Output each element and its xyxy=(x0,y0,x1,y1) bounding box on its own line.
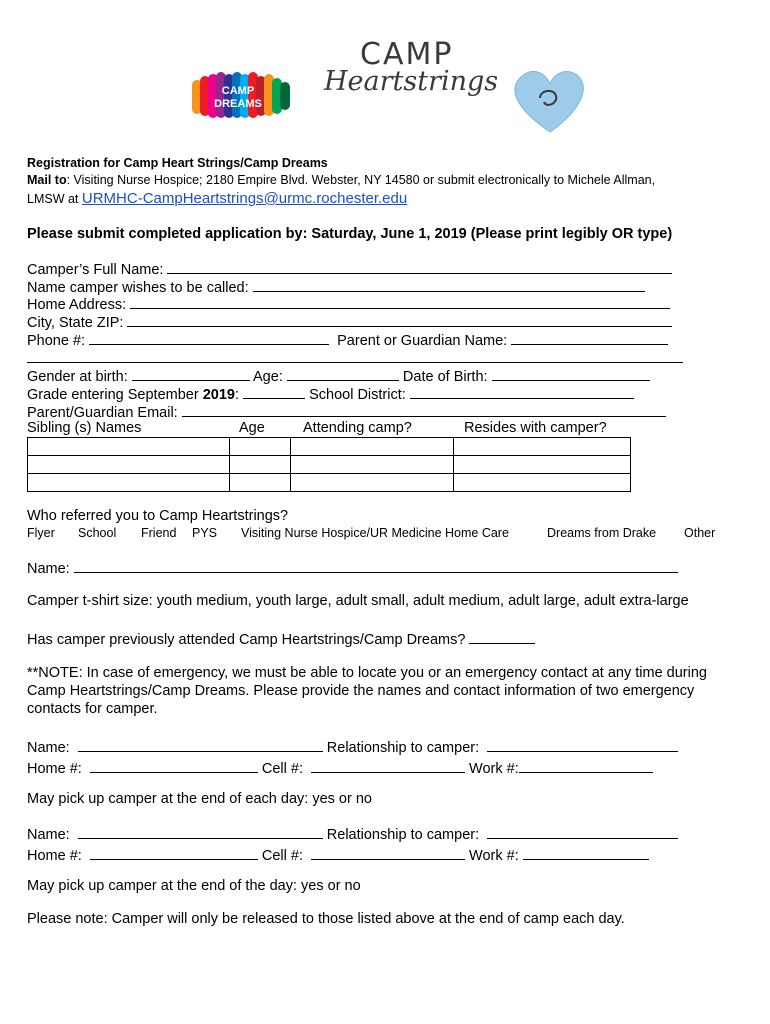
gender-field[interactable] xyxy=(132,366,250,381)
contact1-work-label: Work #: xyxy=(469,761,519,777)
sibling-attending-cell[interactable] xyxy=(291,438,454,456)
extra-line[interactable] xyxy=(27,362,683,363)
contact2-home-field[interactable] xyxy=(90,845,258,860)
email-link[interactable]: URMHC-CampHeartstrings@urmc.rochester.edu xyxy=(81,190,408,207)
previous-row xyxy=(27,629,535,648)
contact2-phone-row xyxy=(27,845,649,864)
guardian-field[interactable] xyxy=(511,330,668,345)
contact1-phone-row xyxy=(27,758,653,777)
contact2-cell-field[interactable] xyxy=(311,845,465,860)
sibling-age-cell[interactable] xyxy=(230,438,291,456)
contact2-name-row xyxy=(27,824,678,843)
referral-option-flyer[interactable]: Flyer xyxy=(27,526,55,540)
guardian-email-label: Parent/Guardian Email: xyxy=(27,405,178,421)
sibling-header-age: Age xyxy=(239,420,265,436)
city-row xyxy=(27,312,672,331)
camp-heartstrings-logo-line2: Heartstrings xyxy=(324,66,499,97)
contact1-name-label: Name: xyxy=(27,740,70,756)
referral-option-drake[interactable]: Dreams from Drake xyxy=(547,526,657,540)
guardian-email-row xyxy=(27,402,666,421)
previous-field[interactable] xyxy=(469,629,535,644)
referral-name-row xyxy=(27,558,678,577)
final-note: Please note: Camper will only be released to those listed above at the end of camp each day. xyxy=(27,911,625,927)
sibling-resides-cell[interactable] xyxy=(454,438,631,456)
full-name-field[interactable] xyxy=(167,259,672,274)
referral-option-friend[interactable]: Friend xyxy=(141,526,177,540)
referral-option-school[interactable]: School xyxy=(78,526,117,540)
camp-dreams-logo xyxy=(190,72,298,120)
contact2-relationship-label: Relationship to camper: xyxy=(326,827,480,843)
full-name-label: Camper’s Full Name: xyxy=(27,262,164,278)
camp-heartstrings-logo-line1: CAMP xyxy=(360,37,454,72)
pickup-1: May pick up camper at the end of each day: yes or no xyxy=(27,791,372,807)
address-row xyxy=(27,294,670,313)
referral-option-other[interactable]: Other xyxy=(684,526,716,540)
called-label: Name camper wishes to be called: xyxy=(27,280,249,296)
siblings-table xyxy=(27,437,631,492)
table-row xyxy=(28,456,631,474)
table-row xyxy=(28,438,631,456)
contact2-cell-label: Cell #: xyxy=(261,848,303,864)
age-field[interactable] xyxy=(287,366,399,381)
referral-question: Who referred you to Camp Heartstrings? xyxy=(27,508,289,524)
camp-dreams-logo-line1: CAMP xyxy=(221,85,255,97)
called-field[interactable] xyxy=(253,277,645,292)
tshirt-text: Camper t-shirt size: youth medium, youth large, adult small, adult medium, adult large, adult extra-large xyxy=(27,593,689,609)
referral-option-vnh[interactable]: Visiting Nurse Hospice/UR Medicine Home Care xyxy=(241,526,509,540)
district-label: School District: xyxy=(309,387,406,403)
grade-prefix: Grade entering September xyxy=(27,387,203,403)
city-label: City, State ZIP: xyxy=(27,315,124,331)
contact2-name-field[interactable] xyxy=(78,824,323,839)
camp-heartstrings-logo xyxy=(318,32,590,138)
note-line-2: Camp Heartstrings/Camp Dreams. Please provide the names and contact information of two emergency xyxy=(27,683,695,699)
contact2-work-label: Work #: xyxy=(469,848,523,864)
phone-label: Phone #: xyxy=(27,333,86,349)
full-name-row xyxy=(27,259,672,278)
previous-label: Has camper previously attended Camp Heartstrings/Camp Dreams? xyxy=(27,632,466,648)
contact1-cell-field[interactable] xyxy=(311,758,465,773)
contact1-home-field[interactable] xyxy=(90,758,258,773)
mail-to-text-2: LMSW at xyxy=(27,192,82,206)
contact2-work-field[interactable] xyxy=(523,845,649,860)
phone-row xyxy=(27,330,668,349)
contact2-relationship-field[interactable] xyxy=(487,824,678,839)
contact1-name-row xyxy=(27,737,678,756)
grade-year: 2019 xyxy=(202,387,235,403)
sibling-name-cell[interactable] xyxy=(28,474,230,492)
contact1-relationship-label: Relationship to camper: xyxy=(326,740,480,756)
sibling-age-cell[interactable] xyxy=(230,456,291,474)
note-line-3: contacts for camper. xyxy=(27,701,158,717)
guardian-email-field[interactable] xyxy=(182,402,666,417)
gender-label: Gender at birth: xyxy=(27,369,128,385)
sibling-header-attending: Attending camp? xyxy=(303,420,412,436)
age-label: Age: xyxy=(253,369,283,385)
grade-colon: : xyxy=(234,387,240,403)
form-title: Registration for Camp Heart Strings/Camp Dreams xyxy=(27,156,328,170)
grade-row xyxy=(27,384,634,403)
referral-name-field[interactable] xyxy=(74,558,678,573)
city-field[interactable] xyxy=(127,312,672,327)
pickup-2: May pick up camper at the end of the day: yes or no xyxy=(27,878,361,894)
sibling-name-cell[interactable] xyxy=(28,438,230,456)
sibling-age-cell[interactable] xyxy=(230,474,291,492)
sibling-header-resides: Resides with camper? xyxy=(464,420,607,436)
contact1-name-field[interactable] xyxy=(78,737,323,752)
deadline-text: Please submit completed application by: Saturday, June 1, 2019 (Please print legibly OR type) xyxy=(27,226,673,242)
note-line-1: **NOTE: In case of emergency, we must be able to locate you or an emergency contact at any time during xyxy=(27,665,707,681)
contact1-home-label: Home #: xyxy=(27,761,82,777)
contact1-work-field[interactable] xyxy=(519,758,653,773)
phone-field[interactable] xyxy=(89,330,329,345)
contact1-cell-label: Cell #: xyxy=(261,761,303,777)
referral-option-pys[interactable]: PYS xyxy=(192,526,218,540)
mail-to-line xyxy=(27,173,655,187)
grade-label xyxy=(27,387,239,403)
sibling-attending-cell[interactable] xyxy=(291,456,454,474)
contact1-relationship-field[interactable] xyxy=(487,737,678,752)
mail-to-label: Mail to xyxy=(27,173,67,187)
sibling-name-cell[interactable] xyxy=(28,456,230,474)
mail-to-line-2 xyxy=(27,190,407,207)
sibling-attending-cell[interactable] xyxy=(291,474,454,492)
contact2-name-label: Name: xyxy=(27,827,70,843)
sibling-resides-cell[interactable] xyxy=(454,474,631,492)
dob-field[interactable] xyxy=(492,366,650,381)
camp-dreams-logo-line2: DREAMS xyxy=(214,98,262,110)
address-field[interactable] xyxy=(130,294,670,309)
sibling-resides-cell[interactable] xyxy=(454,456,631,474)
table-row xyxy=(28,474,631,492)
district-field[interactable] xyxy=(410,384,634,399)
sibling-header-names: Sibling (s) Names xyxy=(27,420,142,436)
contact2-home-label: Home #: xyxy=(27,848,82,864)
dob-label: Date of Birth: xyxy=(402,369,488,385)
guardian-label: Parent or Guardian Name: xyxy=(337,333,508,349)
mail-to-text: : Visiting Nurse Hospice; 2180 Empire Blvd. Webster, NY 14580 or submit electronically to Michele Allman, xyxy=(66,173,656,187)
gender-row xyxy=(27,366,650,385)
referral-name-label: Name: xyxy=(27,561,70,577)
address-label: Home Address: xyxy=(27,297,127,313)
grade-field[interactable] xyxy=(243,384,305,399)
